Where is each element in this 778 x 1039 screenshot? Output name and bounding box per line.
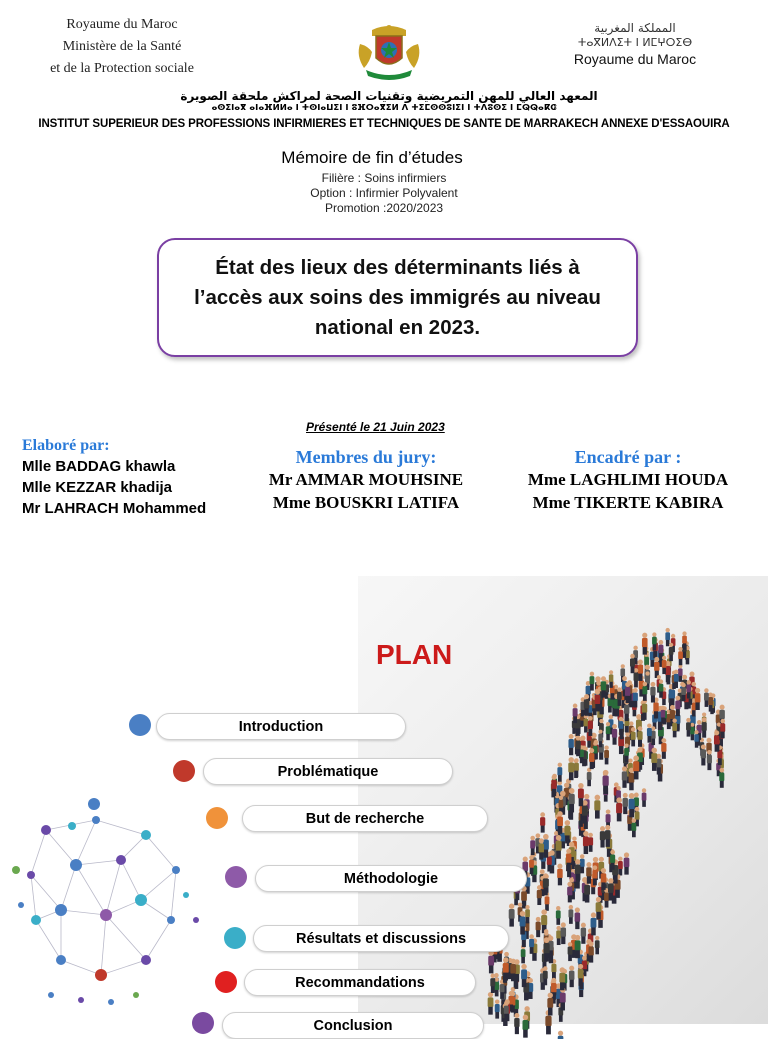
coat-of-arms-icon [350,22,428,82]
author-name: Mlle BADDAG khawla [22,458,176,475]
plan-item: Résultats et discussions [253,925,509,952]
plan-item: Conclusion [222,1012,484,1039]
plan-bullet-icon [224,927,246,949]
authors-heading: Elaboré par: [22,437,110,454]
kingdom-french: Royaume du Maroc [573,51,697,67]
thesis-title: État des lieux des déterminants liés à l’accès aux soins des immigrés au niveau national en 2023. [194,255,601,339]
plan-bullet-icon [192,1012,214,1034]
author-name: Mr LAHRACH Mohammed [22,500,207,517]
plan-bullet-icon [215,971,237,993]
institute-french: INSTITUT SUPERIEUR DES PROFESSIONS INFIRMIERES ET TECHNIQUES DE SANTE DE MARRAKECH ANNEXE D'ESSAOUIRA [38,118,730,130]
filiere: Filière : Soins infirmiers [321,171,447,185]
supervisors-block [508,446,748,514]
plan-item: Introduction [156,713,406,740]
plan-item: Méthodologie [255,865,527,892]
ministry-line-1: Royaume du Maroc [66,17,178,32]
kingdom-arabic: المملكة المغربية [594,21,676,35]
plan-item: Recommandations [244,969,476,996]
option: Option : Infirmier Polyvalent [310,186,458,200]
jury-member: Mme BOUSKRI LATIFA [272,493,460,512]
supervisor-name: Mme LAGHLIMI HOUDA [527,470,729,489]
presentation-date: Présenté le 21 Juin 2023 [306,420,445,434]
author-name: Mlle KEZZAR khadija [22,479,173,496]
ministry-line-3: et de la Protection sociale [50,61,194,76]
memoire-title: Mémoire de fin d’études [281,148,463,167]
plan-item: Problématique [203,758,453,785]
plan-bullet-icon [173,760,195,782]
institute-tifinagh: ⴰⵙⵉⵏⴰⴳ ⴰⵏⴰⴼⵍⵍⴰ ⵏ ⵜⵙⵏⴰⵡⵉⵏ ⵏ ⵓⴼⵔⴰⴳⵉⵍ ⴷ ⵜⵉⵎⵙⵙⵓⵏⵉⵏ ⵏ ⵜⴷⵓⵙⵉ ⵏ ⵎⵕⵕⴰⴽⵛ [211,103,557,113]
kingdom-header [540,20,730,68]
supervisors-heading: Encadré par : [574,447,682,467]
authors-block [22,436,252,519]
plan-title: PLAN [376,639,453,670]
plan-item: But de recherche [242,805,488,832]
plan-bullet-icon [129,714,151,736]
network-brain-icon [6,790,206,1010]
jury-heading: Membres du jury: [295,447,437,467]
plan-bullet-icon [206,807,228,829]
ministry-line-2: Ministère de la Santé [62,39,182,54]
thesis-title-box [157,238,638,357]
plan-bullet-icon [225,866,247,888]
promotion: Promotion :2020/2023 [324,201,444,215]
institute-arabic: المعهد العالي للمهن التمريضية وتقنيات الصحة لمراكش ملحقة الصويرة [180,89,598,103]
plan-slide [0,576,768,1034]
jury-member: Mr AMMAR MOUHSINE [268,470,464,489]
supervisor-name: Mme TIKERTE KABIRA [532,493,724,512]
jury-block [246,446,486,514]
kingdom-tifinagh: ⵜⴰⴳⵍⴷⵉⵜ ⵏ ⵍⵎⵖⵔⵉⴱ [577,36,693,49]
ministry-header [22,14,222,80]
